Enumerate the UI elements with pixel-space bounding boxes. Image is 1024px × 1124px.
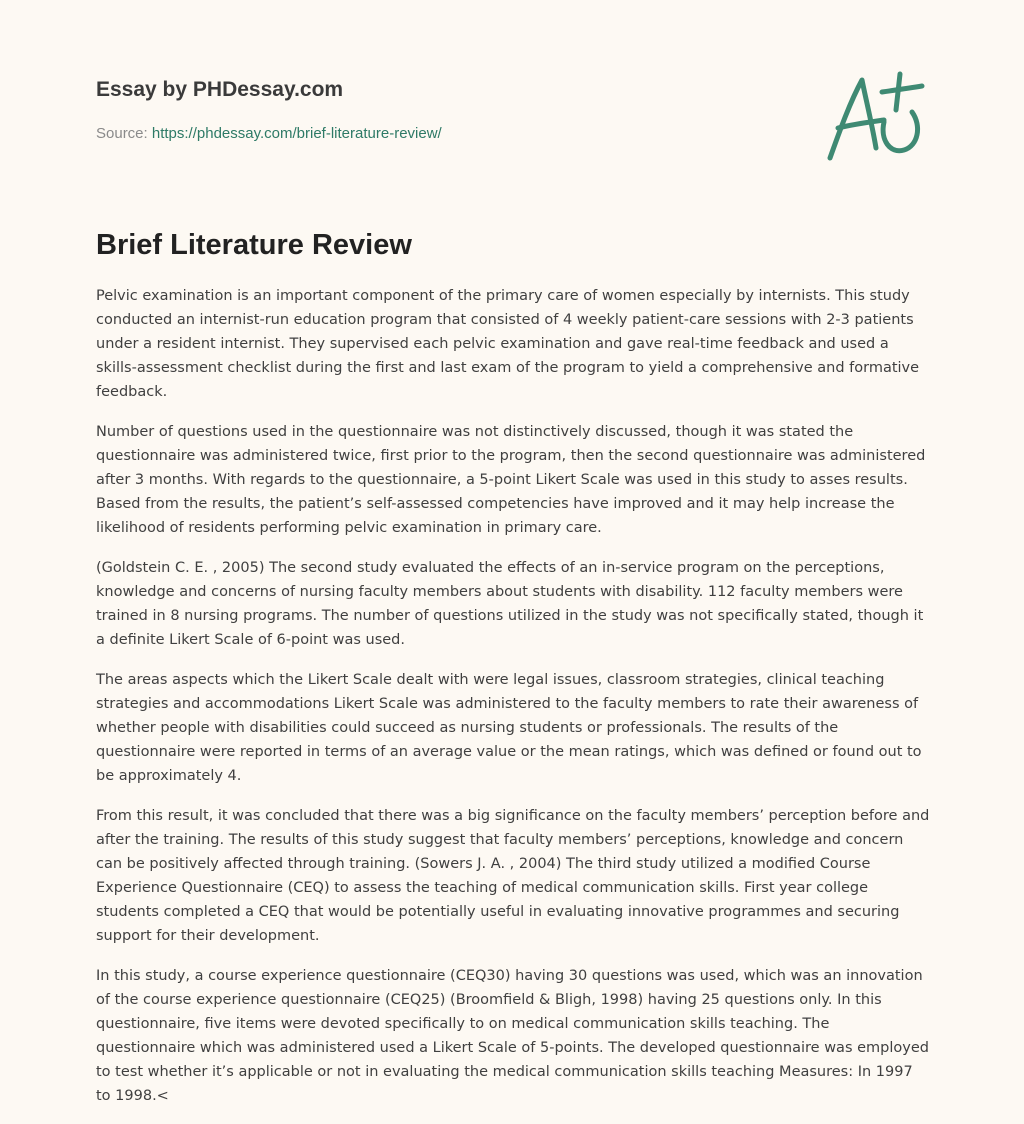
source-line: [96, 124, 796, 144]
source-label: Source:: [96, 125, 152, 142]
a-plus-icon: [824, 70, 928, 166]
source-link[interactable]: https://phdessay.com/brief-literature-review/: [151, 125, 442, 142]
site-title: Essay by PHDessay.com: [96, 78, 344, 101]
page-header: [96, 76, 796, 144]
essay-title: Brief Literature Review: [96, 229, 412, 261]
paragraph: From this result, it was concluded that there was a big significance on the faculty members’ perception before and after the training. The results of this study suggest that faculty members’ perceptions, knowledge and concern can be positively affected through training. (Sowers J. A. , 2004) The third study utilized a modified Course Experience Questionnaire (CEQ) to assess the teaching of medical communication skills. First year college students completed a CEQ that would be potentially useful in evaluating innovative programmes and securing support for their development.: [96, 808, 930, 944]
paragraph: (Goldstein C. E. , 2005) The second study evaluated the effects of an in-service program on the perceptions, knowledge and concerns of nursing faculty members about students with disability. 112 faculty members were trained in 8 nursing programs. The number of questions utilized in the study was not specifically stated, though it a definite Likert Scale of 6-point was used.: [96, 560, 924, 648]
paragraph: Number of questions used in the questionnaire was not distinctively discussed, though it was stated the questionnaire was administered twice, first prior to the program, then the second questionnaire was administered after 3 months. With regards to the questionnaire, a 5-point Likert Scale was used in this study to asses results. Based from the results, the patient’s self-assessed competencies have improved and it may help increase the likelihood of residents performing pelvic examination in primary care.: [96, 424, 926, 536]
essay-body: [96, 284, 930, 1124]
paragraph: The areas aspects which the Likert Scale dealt with were legal issues, classroom strategies, clinical teaching strategies and accommodations Likert Scale was administered to the faculty members to rate their awareness of whether people with disabilities could succeed as nursing students or professionals. The results of the questionnaire were reported in terms of an average value or the mean ratings, which was defined or found out to be approximately 4.: [96, 672, 922, 784]
paragraph: In this study, a course experience questionnaire (CEQ30) having 30 questions was used, which was an innovation of the course experience questionnaire (CEQ25) (Broomfield & Bligh, 1998) having 25 questions only. In this questionnaire, five items were devoted specifically to on medical communication skills teaching. The questionnaire which was administered used a Likert Scale of 5-points. The developed questionnaire was employed to test whether it’s applicable or not in evaluating the medical communication skills teaching Measures: In 1997 to 1998.<: [96, 968, 929, 1104]
paragraph: Pelvic examination is an important component of the primary care of women especially by internists. This study conducted an internist-run education program that consisted of 4 weekly patient-care sessions with 2-3 patients under a resident internist. They supervised each pelvic examination and gave real-time feedback and used a skills-assessment checklist during the first and last exam of the program to yield a comprehensive and formative feedback.: [96, 288, 920, 400]
